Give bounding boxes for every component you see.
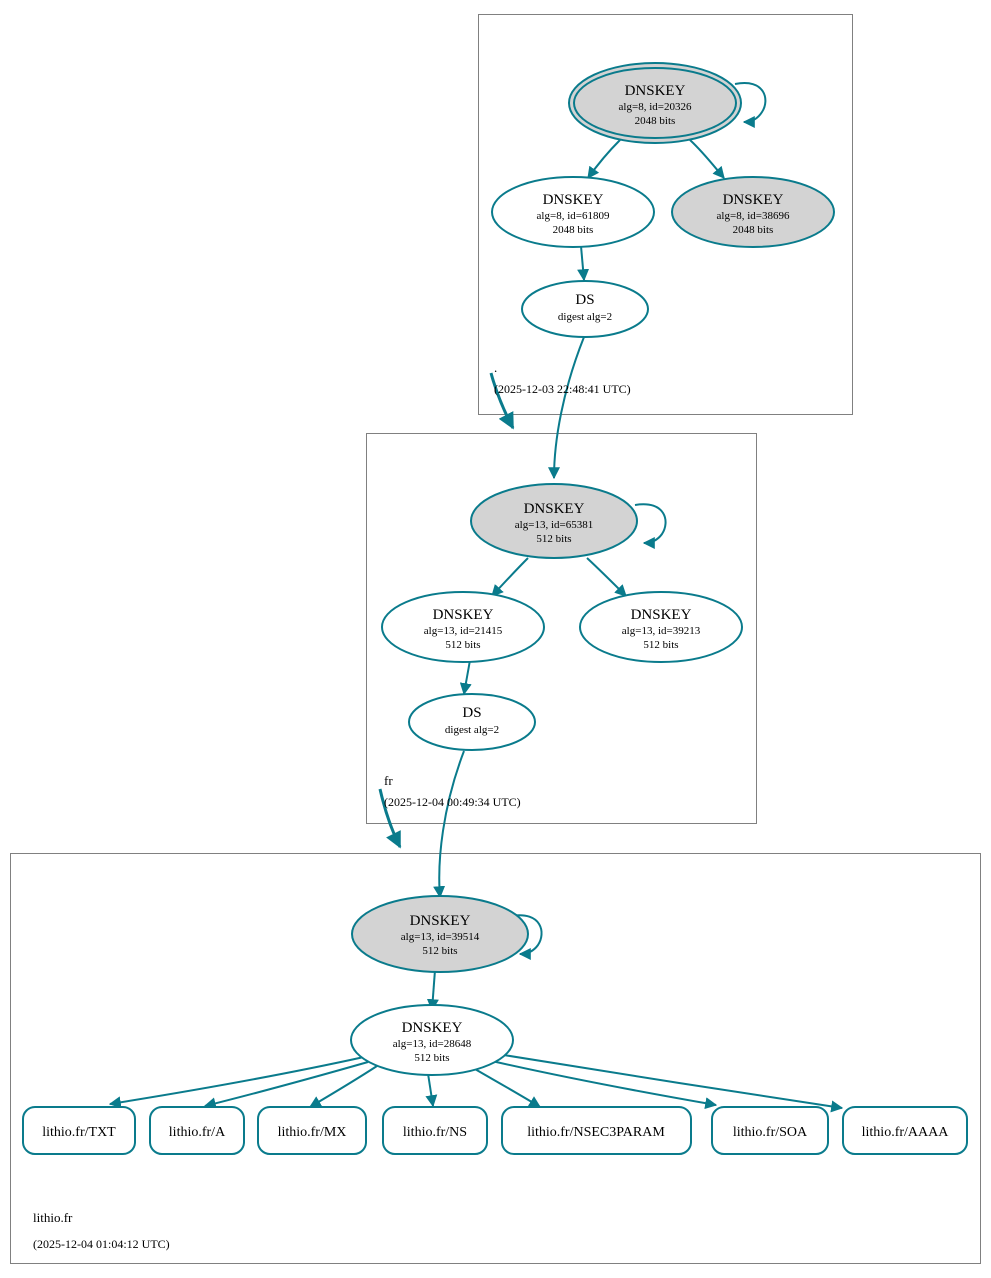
- zone-timestamp-fr: (2025-12-04 00:49:34 UTC): [384, 795, 521, 809]
- rrset-lithio-fr-ns-label: lithio.fr/NS: [402, 1125, 468, 1140]
- node-fr-dnskey-39213-bits: 512 bits: [643, 639, 679, 651]
- node-lithio-dnskey-39514-alg: alg=13, id=39514: [400, 931, 480, 943]
- node-root-dnskey-38696-bits: 2048 bits: [732, 224, 774, 236]
- node-fr-ds[interactable]: [409, 694, 535, 750]
- rrset-lithio-fr-txt-label: lithio.fr/TXT: [42, 1125, 116, 1140]
- zone-timestamp-root: (2025-12-03 22:48:41 UTC): [494, 382, 631, 396]
- edge-fr-ksk-to-zsk: [492, 558, 528, 596]
- edge-root-ds-to-fr-dnskey: [554, 337, 584, 478]
- node-root-ds[interactable]: [522, 281, 648, 337]
- node-lithio-dnskey-39514-bits: 512 bits: [422, 945, 458, 957]
- rrset-lithio-fr-soa-label: lithio.fr/SOA: [732, 1125, 808, 1140]
- node-lithio-dnskey-28648-bits: 512 bits: [414, 1052, 450, 1064]
- edge-self-sign-fr-ksk: [635, 504, 666, 543]
- node-lithio-dnskey-28648-alg: alg=13, id=28648: [392, 1038, 472, 1050]
- rrset-lithio-fr-a-label: lithio.fr/A: [168, 1125, 226, 1140]
- node-fr-dnskey-21415-alg: alg=13, id=21415: [423, 625, 503, 637]
- rrset-lithio-fr-aaaa-label: lithio.fr/AAAA: [861, 1125, 949, 1140]
- node-root-dnskey-38696-alg: alg=8, id=38696: [716, 210, 790, 222]
- node-fr-dnskey-65381-title: DNSKEY: [523, 501, 585, 517]
- zone-label-root: .: [494, 360, 498, 375]
- node-root-dnskey-38696-title: DNSKEY: [722, 192, 784, 208]
- node-lithio-dnskey-39514-title: DNSKEY: [409, 913, 471, 929]
- edge-zsk-to-mx: [310, 1066, 377, 1107]
- node-root-ds-title: DS: [575, 292, 595, 308]
- node-root-ds-alg: digest alg=2: [557, 311, 613, 323]
- node-root-dnskey-20326-bits: 2048 bits: [634, 115, 676, 127]
- node-fr-dnskey-39213-title: DNSKEY: [630, 607, 692, 623]
- edge-zsk-to-nsec3param: [468, 1065, 540, 1107]
- node-fr-dnskey-39213-alg: alg=13, id=39213: [621, 625, 701, 637]
- edge-fr-zsk-to-ds: [464, 660, 470, 694]
- node-root-dnskey-61809-title: DNSKEY: [542, 192, 604, 208]
- zone-label-lithio-fr: lithio.fr: [33, 1210, 73, 1225]
- node-fr-ds-title: DS: [462, 705, 482, 721]
- rrset-lithio-fr-mx-label: lithio.fr/MX: [277, 1125, 347, 1140]
- edge-root-ksk-to-38696: [690, 140, 724, 178]
- node-lithio-dnskey-28648-title: DNSKEY: [401, 1020, 463, 1036]
- node-fr-ds-alg: digest alg=2: [444, 724, 500, 736]
- edge-zsk-to-soa: [483, 1059, 716, 1105]
- node-fr-dnskey-21415-bits: 512 bits: [445, 639, 481, 651]
- edge-root-ksk-to-zsk: [588, 140, 620, 178]
- node-fr-dnskey-65381-alg: alg=13, id=65381: [514, 519, 594, 531]
- node-root-dnskey-61809-alg: alg=8, id=61809: [536, 210, 610, 222]
- zone-label-fr: fr: [384, 773, 393, 788]
- node-root-dnskey-61809-bits: 2048 bits: [552, 224, 594, 236]
- edge-lithio-ksk-to-zsk: [432, 970, 435, 1010]
- edge-zsk-to-aaaa: [485, 1052, 842, 1108]
- node-fr-dnskey-65381-bits: 512 bits: [536, 533, 572, 545]
- rrset-lithio-fr-nsec3param-label: lithio.fr/NSEC3PARAM: [527, 1125, 665, 1140]
- node-fr-dnskey-21415-title: DNSKEY: [432, 607, 494, 623]
- node-root-dnskey-20326-title: DNSKEY: [624, 83, 686, 99]
- edge-fr-ksk-to-39213: [587, 558, 626, 596]
- edge-root-zsk-to-ds: [581, 246, 584, 280]
- zone-timestamp-lithio-fr: (2025-12-04 01:04:12 UTC): [33, 1237, 170, 1251]
- node-root-dnskey-20326-alg: alg=8, id=20326: [618, 101, 692, 113]
